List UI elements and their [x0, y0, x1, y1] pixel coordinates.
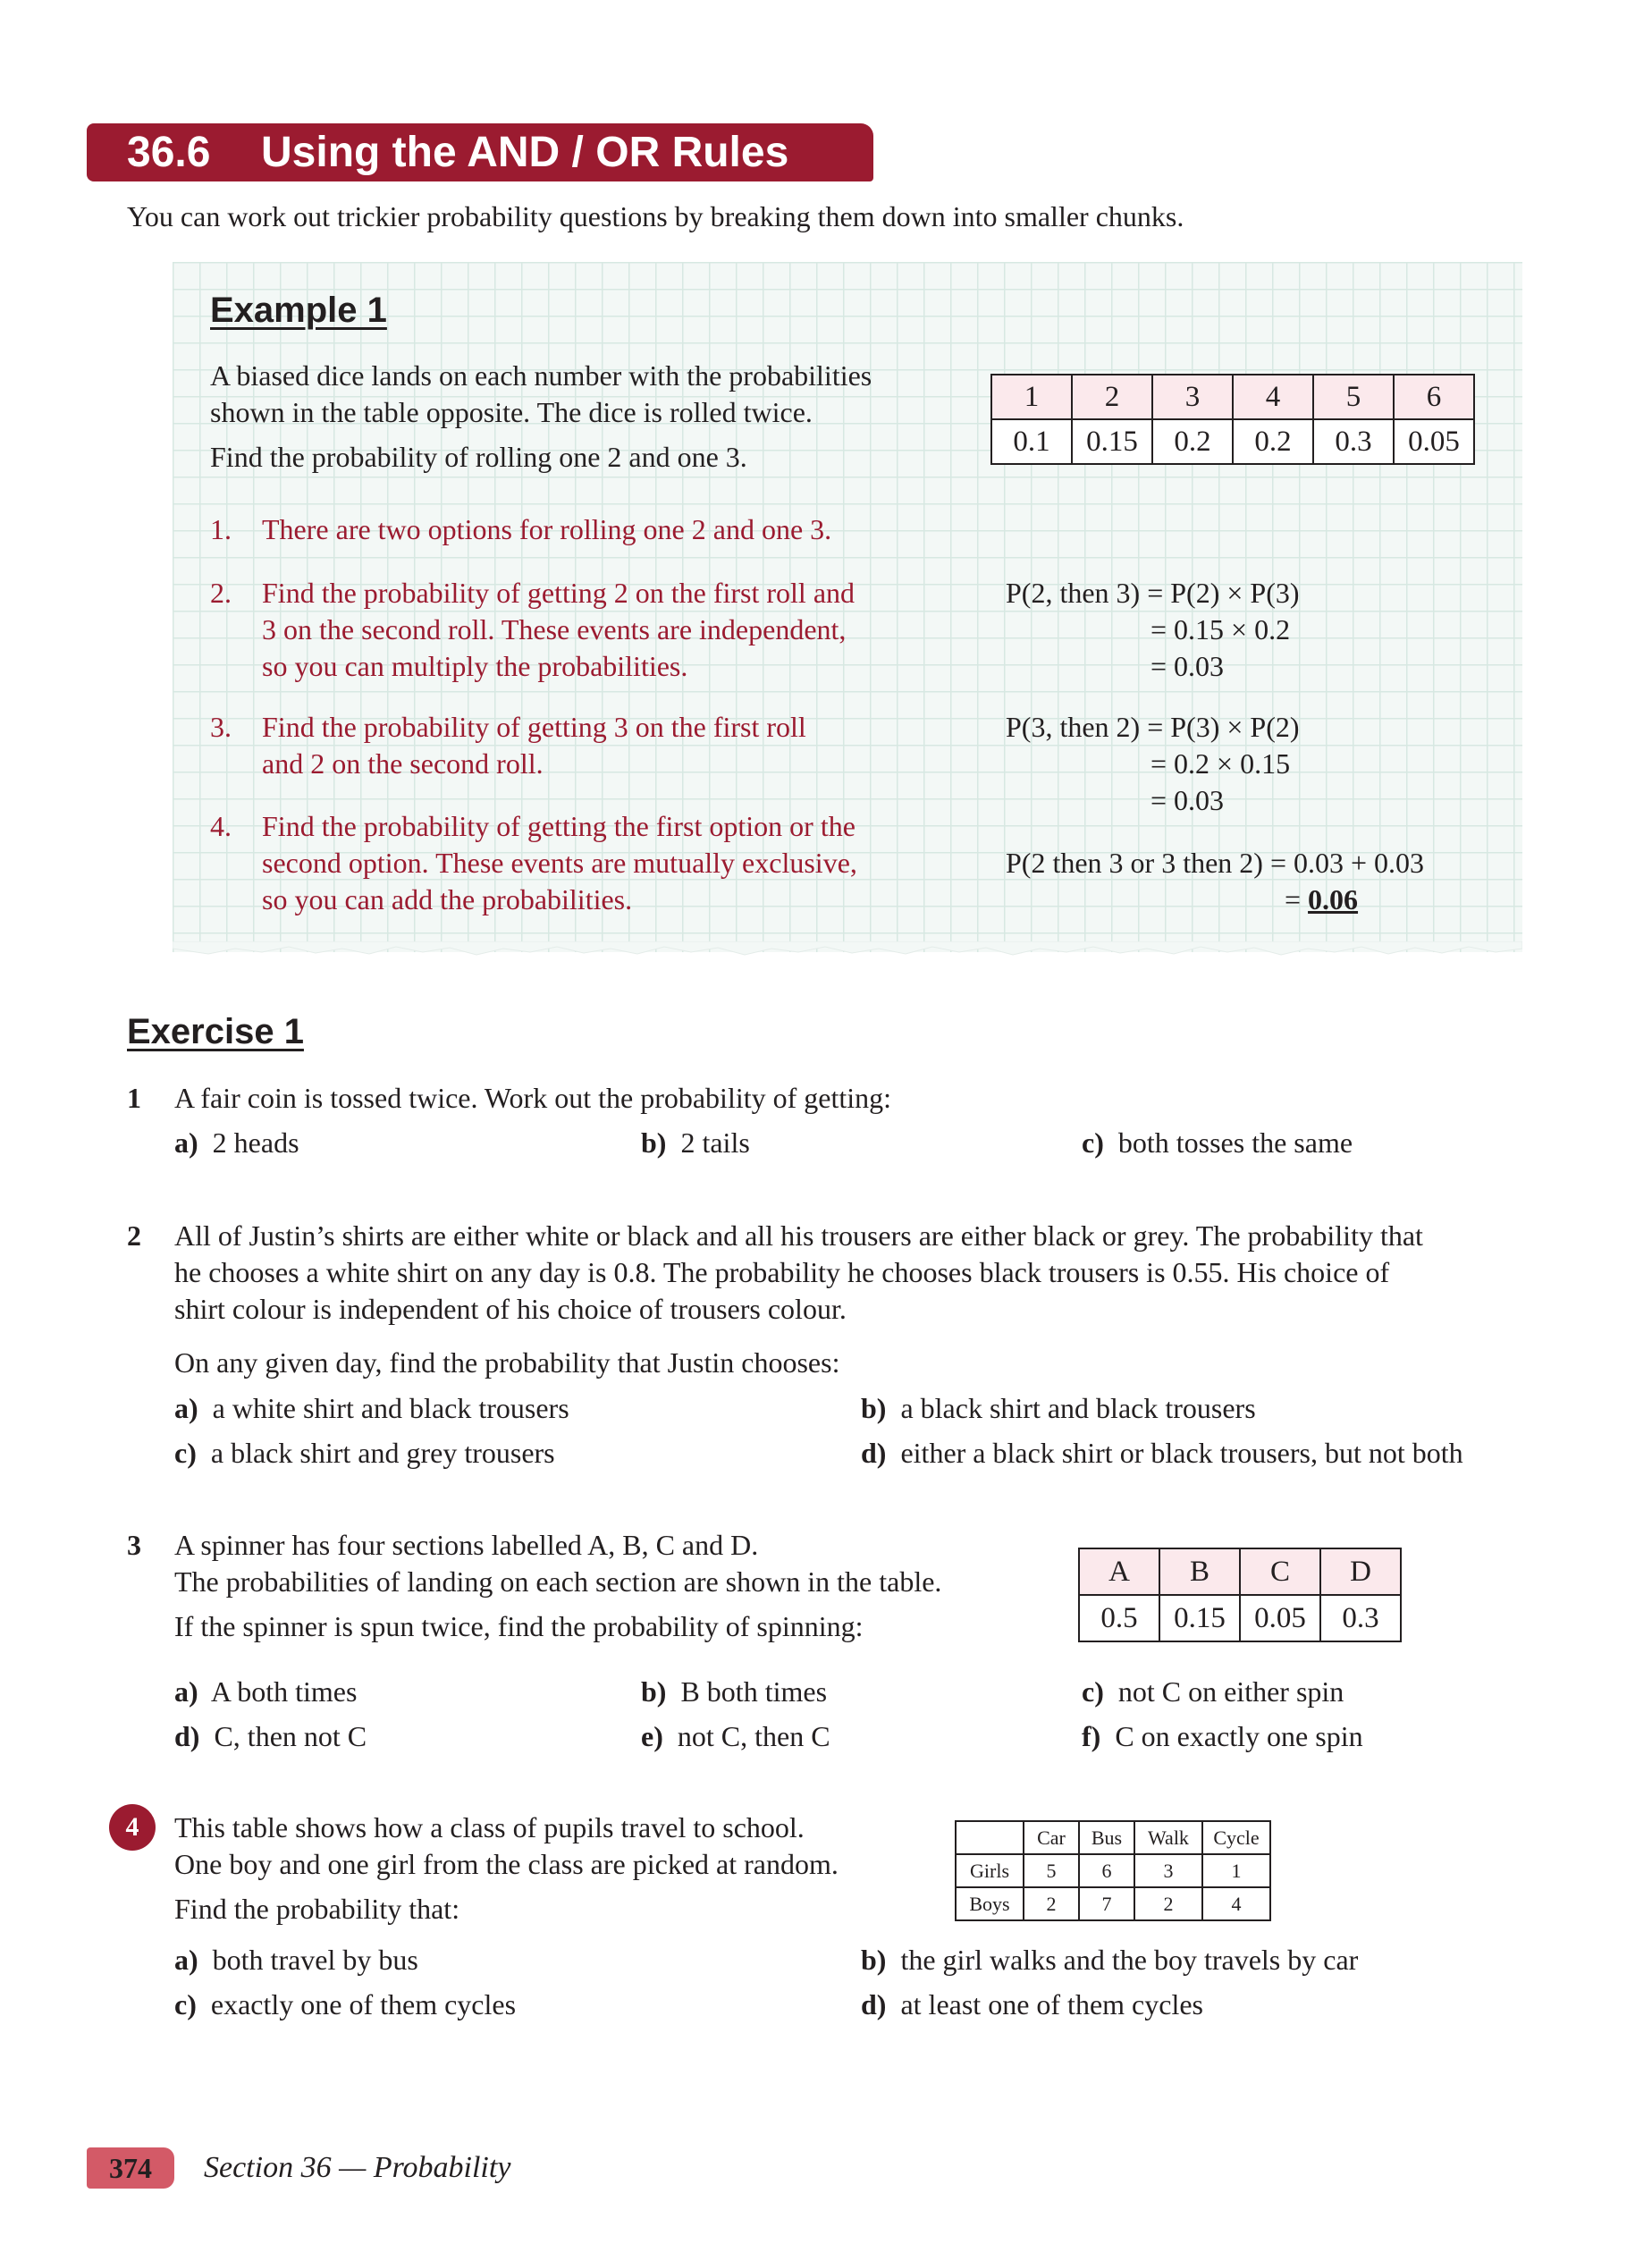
spinner-header-cell: A	[1079, 1548, 1159, 1595]
part-text: a white shirt and black trousers	[212, 1392, 569, 1424]
travel-cell: 2	[1024, 1887, 1079, 1920]
part-text: a black shirt and black trousers	[900, 1392, 1256, 1424]
dice-value-cell: 0.2	[1152, 419, 1233, 464]
part-text: B both times	[680, 1675, 828, 1708]
spinner-value-cell: 0.05	[1240, 1595, 1320, 1641]
travel-column-header: Cycle	[1202, 1821, 1270, 1854]
equals-sign: =	[1285, 883, 1309, 915]
q2-part-c	[174, 1435, 555, 1472]
travel-cell: 1	[1202, 1854, 1270, 1887]
dice-value-cell: 0.15	[1072, 419, 1152, 464]
step-2-text-1: Find the probability of getting 2 on the first roll and	[262, 577, 856, 609]
step-2-working-2: = 0.15 × 0.2	[1150, 613, 1291, 645]
part-label: b)	[641, 1675, 667, 1708]
travel-cell: 2	[1134, 1887, 1202, 1920]
part-label: d)	[861, 1988, 887, 2020]
q1-part-a	[174, 1125, 299, 1161]
step-2-working-1: P(2, then 3) = P(2) × P(3)	[1006, 577, 1300, 609]
q2-line-3: shirt colour is independent of his choice of trousers colour.	[174, 1293, 847, 1325]
example-heading: Example 1	[210, 291, 387, 330]
dice-header-cell: 6	[1394, 375, 1474, 419]
q2-line-2: he chooses a white shirt on any day is 0.8. The probability he chooses black trousers is 0.55. His choice of	[174, 1256, 1390, 1288]
part-text: 2 tails	[680, 1126, 750, 1159]
travel-column-header: Car	[1024, 1821, 1079, 1854]
dice-value-cell: 0.2	[1233, 419, 1313, 464]
q3-part-c	[1082, 1674, 1344, 1710]
part-label: b)	[861, 1944, 887, 1976]
section-title: Using the AND / OR Rules	[261, 129, 789, 176]
part-label: a)	[174, 1675, 198, 1708]
q2-line-1: All of Justin’s shirts are either white or black and all his trousers are either black or grey. The probability that	[174, 1219, 1423, 1252]
dice-header-cell: 2	[1072, 375, 1152, 419]
part-label: c)	[1082, 1675, 1104, 1708]
final-answer: 0.06	[1308, 883, 1359, 915]
part-text: the girl walks and the boy travels by car	[900, 1944, 1359, 1976]
part-text: either a black shirt or black trousers, but not both	[900, 1437, 1463, 1469]
part-label: c)	[174, 1437, 197, 1469]
travel-column-header: Walk	[1134, 1821, 1202, 1854]
part-text: not C on either spin	[1117, 1675, 1344, 1708]
travel-cell: 7	[1079, 1887, 1134, 1920]
part-label: f)	[1082, 1720, 1101, 1752]
step-3-working-3: = 0.03	[1150, 784, 1225, 816]
q4-line-2: One boy and one girl from the class are picked at random.	[174, 1848, 839, 1880]
step-4-working-1: P(2 then 3 or 3 then 2) = 0.03 + 0.03	[1006, 847, 1425, 879]
dice-value-cell: 0.3	[1313, 419, 1394, 464]
q4-part-d	[861, 1987, 1203, 2023]
part-label: b)	[861, 1392, 887, 1424]
q3-number: 3	[127, 1529, 141, 1561]
dice-value-cell: 0.1	[991, 419, 1072, 464]
spinner-header-cell: C	[1240, 1548, 1320, 1595]
travel-cell: 4	[1202, 1887, 1270, 1920]
step-2-text-3: so you can multiply the probabilities.	[262, 650, 688, 682]
exercise-heading: Exercise 1	[127, 1012, 304, 1051]
torn-edge	[173, 941, 1522, 961]
q3-part-d	[174, 1718, 367, 1755]
q1-part-c	[1082, 1125, 1353, 1161]
part-text: exactly one of them cycles	[210, 1988, 517, 2020]
page-number: 374	[87, 2147, 174, 2189]
spinner-probability-table	[1078, 1548, 1402, 1642]
travel-corner-cell	[956, 1821, 1024, 1854]
step-3-working-1: P(3, then 2) = P(3) × P(2)	[1006, 711, 1300, 743]
q4-part-c	[174, 1987, 516, 2023]
part-text: 2 heads	[212, 1126, 299, 1159]
step-1-number: 1.	[210, 513, 232, 545]
q3-line-3: If the spinner is spun twice, find the probability of spinning:	[174, 1610, 864, 1642]
travel-table	[955, 1820, 1271, 1921]
dice-header-cell: 1	[991, 375, 1072, 419]
step-1-text: There are two options for rolling one 2 and one 3.	[262, 513, 832, 545]
travel-cell: 6	[1079, 1854, 1134, 1887]
q4-number-badge: 4	[109, 1804, 156, 1851]
part-text: not C, then C	[677, 1720, 830, 1752]
part-label: a)	[174, 1126, 198, 1159]
q2-part-d	[861, 1435, 1463, 1472]
spinner-header-cell: D	[1320, 1548, 1401, 1595]
part-text: C on exactly one spin	[1115, 1720, 1363, 1752]
part-label: a)	[174, 1944, 198, 1976]
step-3-working-2: = 0.2 × 0.15	[1150, 747, 1291, 780]
step-2-number: 2.	[210, 577, 232, 609]
q2-number: 2	[127, 1219, 141, 1252]
travel-cell: 3	[1134, 1854, 1202, 1887]
q1-text: A fair coin is tossed twice. Work out the probability of getting:	[174, 1082, 892, 1114]
step-2-working-3: = 0.03	[1150, 650, 1225, 682]
part-label: b)	[641, 1126, 667, 1159]
travel-column-header: Bus	[1079, 1821, 1134, 1854]
q3-part-a	[174, 1674, 357, 1710]
spinner-value-cell: 0.3	[1320, 1595, 1401, 1641]
dice-value-cell: 0.05	[1394, 419, 1474, 464]
step-2-text-2: 3 on the second roll. These events are independent,	[262, 613, 847, 645]
part-label: c)	[1082, 1126, 1104, 1159]
q2-prompt: On any given day, find the probability that Justin chooses:	[174, 1346, 840, 1379]
section-title-banner	[87, 123, 873, 181]
q1-part-b	[641, 1125, 750, 1161]
travel-row-header: Girls	[956, 1854, 1024, 1887]
part-label: c)	[174, 1988, 197, 2020]
example-question-line-2: shown in the table opposite. The dice is rolled twice.	[210, 396, 813, 428]
dice-header-cell: 5	[1313, 375, 1394, 419]
travel-cell: 5	[1024, 1854, 1079, 1887]
spinner-header-cell: B	[1159, 1548, 1240, 1595]
q2-part-a	[174, 1390, 569, 1427]
part-label: e)	[641, 1720, 663, 1752]
dice-probability-table	[990, 374, 1475, 465]
footer-section-title: Section 36 — Probability	[204, 2151, 511, 2184]
spinner-value-cell: 0.15	[1159, 1595, 1240, 1641]
q3-part-e	[641, 1718, 830, 1755]
part-label: a)	[174, 1392, 198, 1424]
step-3-text-2: and 2 on the second roll.	[262, 747, 544, 780]
step-3-text-1: Find the probability of getting 3 on the first roll	[262, 711, 806, 743]
q4-part-b	[861, 1942, 1358, 1978]
step-4-text-3: so you can add the probabilities.	[262, 883, 633, 915]
part-label: d)	[861, 1437, 887, 1469]
spinner-value-cell: 0.5	[1079, 1595, 1159, 1641]
q4-line-3: Find the probability that:	[174, 1893, 460, 1925]
step-3-number: 3.	[210, 711, 232, 743]
part-text: A both times	[210, 1675, 358, 1708]
example-question-line-3: Find the probability of rolling one 2 and one 3.	[210, 441, 747, 473]
q4-part-a	[174, 1942, 418, 1978]
part-text: at least one of them cycles	[900, 1988, 1203, 2020]
travel-row-header: Boys	[956, 1887, 1024, 1920]
part-text: both tosses the same	[1117, 1126, 1353, 1159]
q4-line-1: This table shows how a class of pupils travel to school.	[174, 1811, 805, 1843]
part-text: a black shirt and grey trousers	[210, 1437, 555, 1469]
example-question-line-1: A biased dice lands on each number with the probabilities	[210, 359, 872, 392]
q1-number: 1	[127, 1082, 141, 1114]
q3-line-1: A spinner has four sections labelled A, B, C and D.	[174, 1529, 759, 1561]
step-4-text-1: Find the probability of getting the first option or the	[262, 810, 856, 842]
part-text: C, then not C	[214, 1720, 367, 1752]
q2-part-b	[861, 1390, 1256, 1427]
part-text: both travel by bus	[212, 1944, 418, 1976]
intro-text: You can work out trickier probability questions by breaking them down into smaller chunks.	[127, 200, 1184, 232]
step-4-working-2	[1285, 882, 1358, 918]
section-number: 36.6	[127, 129, 211, 176]
step-4-number: 4.	[210, 810, 232, 842]
q3-part-f	[1082, 1718, 1363, 1755]
q3-part-b	[641, 1674, 827, 1710]
dice-header-cell: 3	[1152, 375, 1233, 419]
part-label: d)	[174, 1720, 200, 1752]
dice-header-cell: 4	[1233, 375, 1313, 419]
q3-line-2: The probabilities of landing on each section are shown in the table.	[174, 1565, 942, 1598]
step-4-text-2: second option. These events are mutually exclusive,	[262, 847, 857, 879]
